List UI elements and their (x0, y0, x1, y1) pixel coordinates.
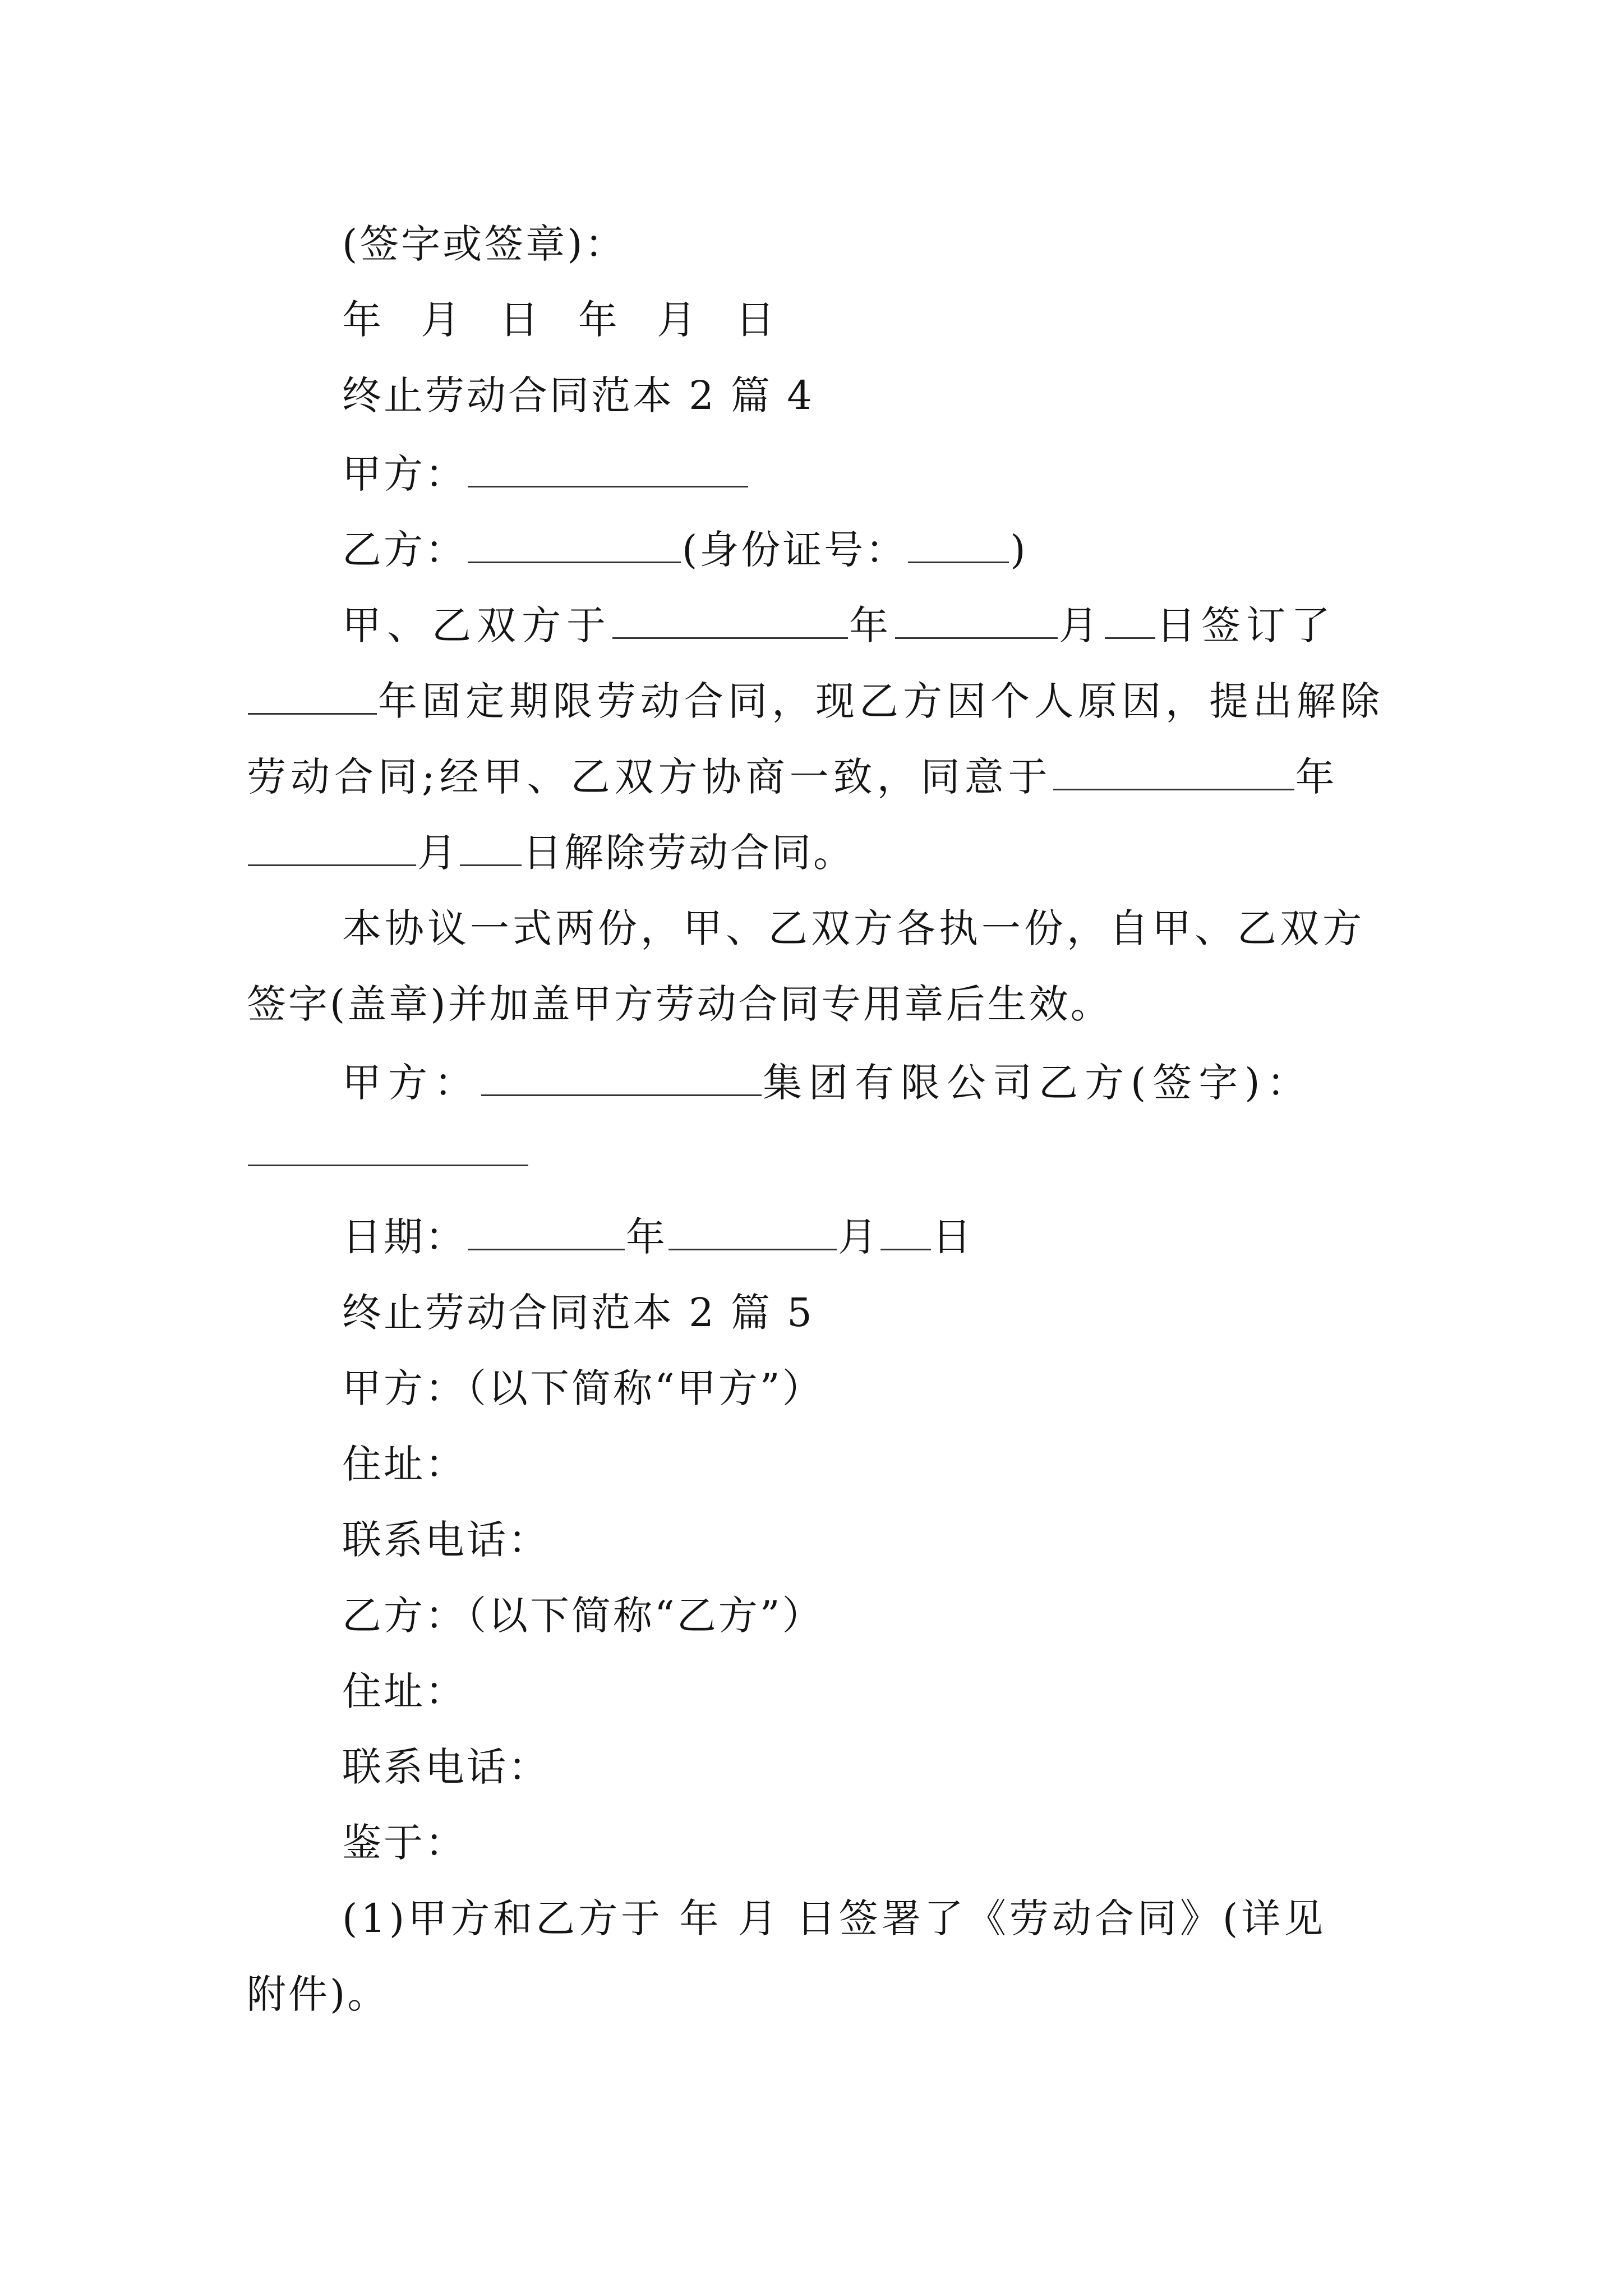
signed-text: 日签订了 (1156, 602, 1336, 648)
party-a-phone (342, 1509, 1385, 1571)
paragraph-line-4 (247, 822, 1385, 884)
paragraph-line-5 (342, 898, 1385, 959)
party-b-signature-blank (248, 1130, 528, 1166)
id-number-label: (身份证号： (682, 527, 907, 573)
party-a-blank (481, 1060, 762, 1096)
para-text: (1)甲方和乙方于 年 月 日签署了《劳动合同》(详见 (342, 1895, 1327, 1941)
signature-text: (签字或签章)： (342, 221, 626, 267)
party-a-address (342, 1433, 1385, 1495)
party-b-signature-line (247, 1122, 1385, 1184)
id-number-blank (908, 527, 1009, 563)
blank-month (895, 602, 1058, 639)
party-b-label: 乙方： (342, 527, 467, 573)
day-label: 日 (932, 1214, 974, 1260)
date-year: 年 (342, 297, 384, 343)
para-text: 日解除劳动合同。 (523, 830, 855, 876)
para-text: 劳动合同;经甲、乙双方协商一致，同意于 (247, 754, 1052, 800)
blank-year (612, 602, 848, 639)
blank-year (468, 1214, 625, 1250)
party-a-label: 甲方： (342, 451, 467, 497)
heading-text: 终止劳动合同范本 2 篇 5 (342, 1290, 814, 1336)
date-line (342, 289, 1385, 351)
date-month-2: 月 (657, 297, 699, 343)
year-label: 年 (1295, 754, 1339, 800)
address-label: 住址： (342, 1441, 467, 1487)
blank-day (1105, 602, 1155, 639)
year-label: 年 (626, 1214, 667, 1260)
paragraph-line-1 (342, 595, 1385, 656)
clause-1-line-1 (342, 1888, 1385, 1949)
para-text: 本协议一式两份，甲、乙双方各执一份，自甲、乙双方 (342, 905, 1365, 951)
signature-label (342, 213, 1385, 275)
blank-day (880, 1214, 931, 1250)
party-b-phone (342, 1736, 1385, 1798)
section-heading-5 (342, 1282, 1385, 1343)
party-a-blank (468, 451, 748, 487)
blank-month (248, 830, 416, 866)
party-b-address (342, 1660, 1385, 1722)
para-text: 乙方：（以下简称“乙方”） (342, 1593, 824, 1639)
paragraph-line-3 (247, 746, 1385, 808)
month-label: 月 (838, 1214, 879, 1260)
party-a-line (342, 443, 1385, 505)
party-b-blank (468, 527, 681, 563)
address-label: 住址： (342, 1668, 467, 1714)
blank-year (1053, 754, 1294, 790)
company-text: 集团有限公司乙方(签字)： (763, 1060, 1313, 1106)
blank-day (460, 830, 522, 866)
date-label: 日期： (342, 1214, 467, 1260)
party-b-line (342, 519, 1385, 581)
date-fill-line (342, 1206, 1385, 1268)
signature-block-line (342, 1052, 1385, 1114)
para-text: 签字(盖章)并加盖甲方劳动合同专用章后生效。 (247, 981, 1112, 1027)
para-text: 鉴于： (342, 1820, 467, 1866)
phone-label: 联系电话： (342, 1744, 550, 1790)
section-heading-4 (342, 365, 1385, 426)
blank-month (668, 1214, 837, 1250)
party-a-label: 甲方： (342, 1060, 480, 1106)
heading-text: 终止劳动合同范本 2 篇 4 (342, 372, 814, 418)
blank-term-years (248, 678, 377, 715)
clause-1-line-2 (247, 1963, 1385, 2025)
para-text: 甲方：（以下简称“甲方”） (342, 1365, 824, 1411)
id-number-close: ) (1010, 527, 1028, 573)
date-month: 月 (421, 297, 463, 343)
para-text: 甲、乙双方于 (342, 602, 611, 648)
party-b-abbrev-line (342, 1585, 1385, 1646)
para-text: 附件)。 (247, 1971, 389, 2017)
party-a-abbrev-line (342, 1358, 1385, 1419)
paragraph-line-6 (247, 973, 1385, 1035)
date-year-2: 年 (578, 297, 620, 343)
year-label: 年 (849, 602, 894, 648)
whereas-label (342, 1812, 1385, 1874)
phone-label: 联系电话： (342, 1517, 550, 1563)
date-day: 日 (499, 297, 541, 343)
date-day-2: 日 (735, 297, 777, 343)
paragraph-line-2 (247, 670, 1385, 732)
month-label: 月 (417, 830, 459, 876)
para-text: 年固定期限劳动合同，现乙方因个人原因，提出解除 (378, 678, 1384, 724)
month-label: 月 (1059, 602, 1104, 648)
